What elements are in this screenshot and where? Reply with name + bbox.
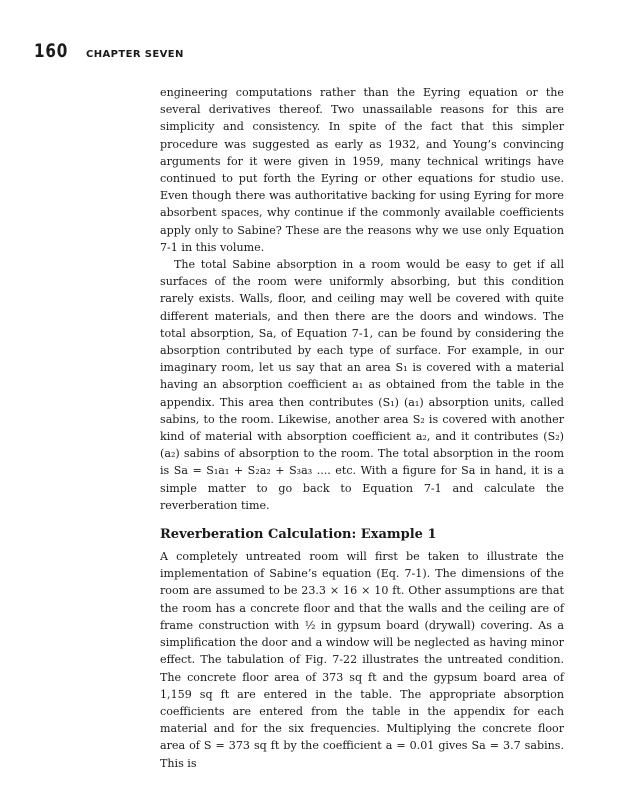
section-heading: Reverberation Calculation: Example 1 (160, 527, 437, 543)
paragraph: A completely untreated room will first be taken to illustrate the implementation of Sabine’s equation (Eq. 7-1). The dimensions of the room are assumed to be 23.3 × 16 × 10 ft. Other assumptions are that the room has a concrete floor and that the walls and the ceiling are of frame construction with ½ in gypsum board (drywall) covering. As a simplification the door and a window will be neglected as having minor effect. The tabulation of Fig. 7-22 illustrates the untreated condition. The concrete floor area of 373 sq ft and the gypsum board area of 1,159 sq ft are entered in the table. The appropriate absorption coefficients are entered from the table in the appendix for each material and for the six frequencies. Multiplying the concrete floor area of S = 373 sq ft by the coefficient a = 0.01 gives Sa = 3.7 sabins. This is (160, 550, 564, 770)
paragraph: engineering computations rather than the Eyring equation or the several derivatives thereof. Two unassailable reasons for this are simplicity and consistency. In spite of the fact that this simpler procedure was suggested as early as 1932, and Young’s convincing arguments for it were given in 1959, many technical writings have continued to put forth the Eyring or other equations for studio use. Even though there was authoritative backing for using Eyring for more absorbent spaces, why continue if the commonly available coefficients apply only to Sabine? These are the reasons why we use only Equation 7-1 in this volume. (160, 86, 564, 254)
body-text (160, 84, 564, 772)
chapter-title: CHAPTER SEVEN (86, 49, 184, 60)
running-header (34, 40, 184, 64)
paragraph: The total Sabine absorption in a room would be easy to get if all surfaces of the room were uniformly absorbing, but this condition rarely exists. Walls, floor, and ceiling may well be covered with quite different materials, and then there are the doors and windows. The total absorption, Sa, of Equation 7-1, can be found by considering the absorption contributed by each type of surface. For example, in our imaginary room, let us say that an area S₁ is covered with a material having an absorption coefficient a₁ as obtained from the table in the appendix. This area then contributes (S₁) (a₁) absorption units, called sabins, to the room. Likewise, another area S₂ is covered with another kind of material with absorption coefficient a₂, and it contributes (S₂) (a₂) sabins of absorption to the room. The total absorption in the room is Sa = S₁a₁ + S₂a₂ + S₃a₃ .... etc. With a figure for Sa in hand, it is a simple matter to go back to Equation 7-1 and calculate the reverberation time. (160, 258, 564, 512)
page-number: 160 (34, 40, 69, 62)
